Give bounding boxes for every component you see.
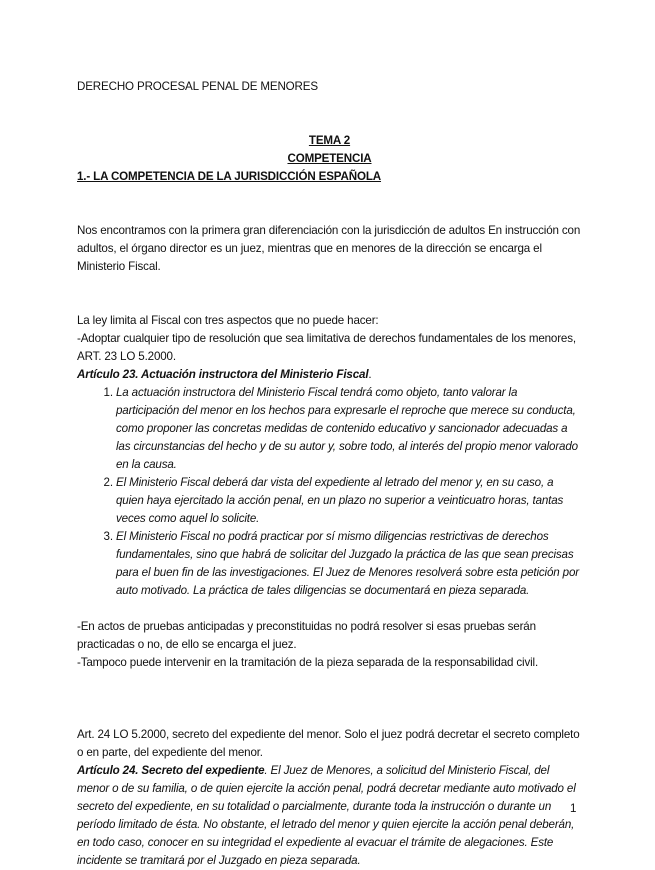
article-24-title: Artículo 24. Secreto del expediente <box>77 764 265 777</box>
tema-title: TEMA 2 <box>308 134 351 147</box>
section-subtitle: COMPETENCIA <box>287 152 372 165</box>
document-header: DERECHO PROCESAL PENAL DE MENORES <box>77 80 318 93</box>
article-23-title-end: . <box>368 368 372 381</box>
limits-intro: La ley limita al Fiscal con tres aspectos que no puede hacer: <box>77 314 379 327</box>
article-23-item-3: 3. El Ministerio Fiscal no podrá practicar por sí mismo diligencias restrictivas de derechos fundamentales, sino que habrá de solicitar del Juzgado la práctica de las que sean precisas para el buen fin de las investigaciones. El Juez de Menores resolverá sobre esta petición por auto motivado. La práctica de tales diligencias se documentará en pieza separada. <box>116 528 582 600</box>
article-23-item-2: 2. El Ministerio Fiscal deberá dar vista del expediente al letrado del menor y, en su caso, a quien haya ejercitado la acción penal, en un plazo no superior a veinticuatro horas, tantas veces como aquel lo solicite. <box>116 474 582 528</box>
limit-item-1: -Adoptar cualquier tipo de resolución que sea limitativa de derechos fundamentales de los menores, ART. 23 LO 5.2000. <box>77 332 576 363</box>
article-24-text: . El Juez de Menores, a solicitud del Ministerio Fiscal, del menor o de su familia, o de quien ejercite la acción penal, podrá decretar mediante auto motivado el secreto del expediente, en su totalidad o parcialmente, durante toda la instrucción o durante un período limitado de ésta. No obstante, el letrado del menor y quien ejercite la acción penal deberán, en todo caso, conocer en su integridad el expediente al evacuar el trámite de alegaciones. Este incidente se tramitará por el Juzgado en pieza separada. <box>77 764 576 867</box>
article-23-item-1: 1. La actuación instructora del Ministerio Fiscal tendrá como objeto, tanto valorar la participación del menor en los hechos para expresarle el reproche que merece su conducta, como proponer las concretas medidas de contenido educativo y sancionador adecuadas a las circunstancias del hecho y de su autor y, sobre todo, al interés del propio menor valorado en la causa. <box>116 384 582 474</box>
article-23-title: Artículo 23. Actuación instructora del Ministerio Fiscal <box>77 368 369 381</box>
intro-paragraph: Nos encontramos con la primera gran diferenciación con la jurisdicción de adultos En instrucción con adultos, el órgano director es un juez, mientras que en menores de la dirección se encarga el Ministerio Fiscal. <box>77 224 581 273</box>
section-heading: 1.- LA COMPETENCIA DE LA JURISDICCIÓN ESPAÑOLA <box>77 170 382 183</box>
article-23-heading <box>77 366 582 384</box>
limit-item-3: -Tampoco puede intervenir en la tramitación de la pieza separada de la responsabilidad civil. <box>77 656 539 669</box>
page-number: 1 <box>570 802 577 815</box>
document-body <box>77 78 582 870</box>
article-24-intro: Art. 24 LO 5.2000, secreto del expediente del menor. Solo el juez podrá decretar el secreto completo o en parte, del expediente del menor. <box>77 728 580 759</box>
article-23-list <box>77 384 582 600</box>
limit-item-2: -En actos de pruebas anticipadas y preconstituidas no podrá resolver si esas pruebas serán practicadas o no, de ello se encarga el juez. <box>77 620 536 651</box>
article-24-paragraph <box>77 762 582 870</box>
